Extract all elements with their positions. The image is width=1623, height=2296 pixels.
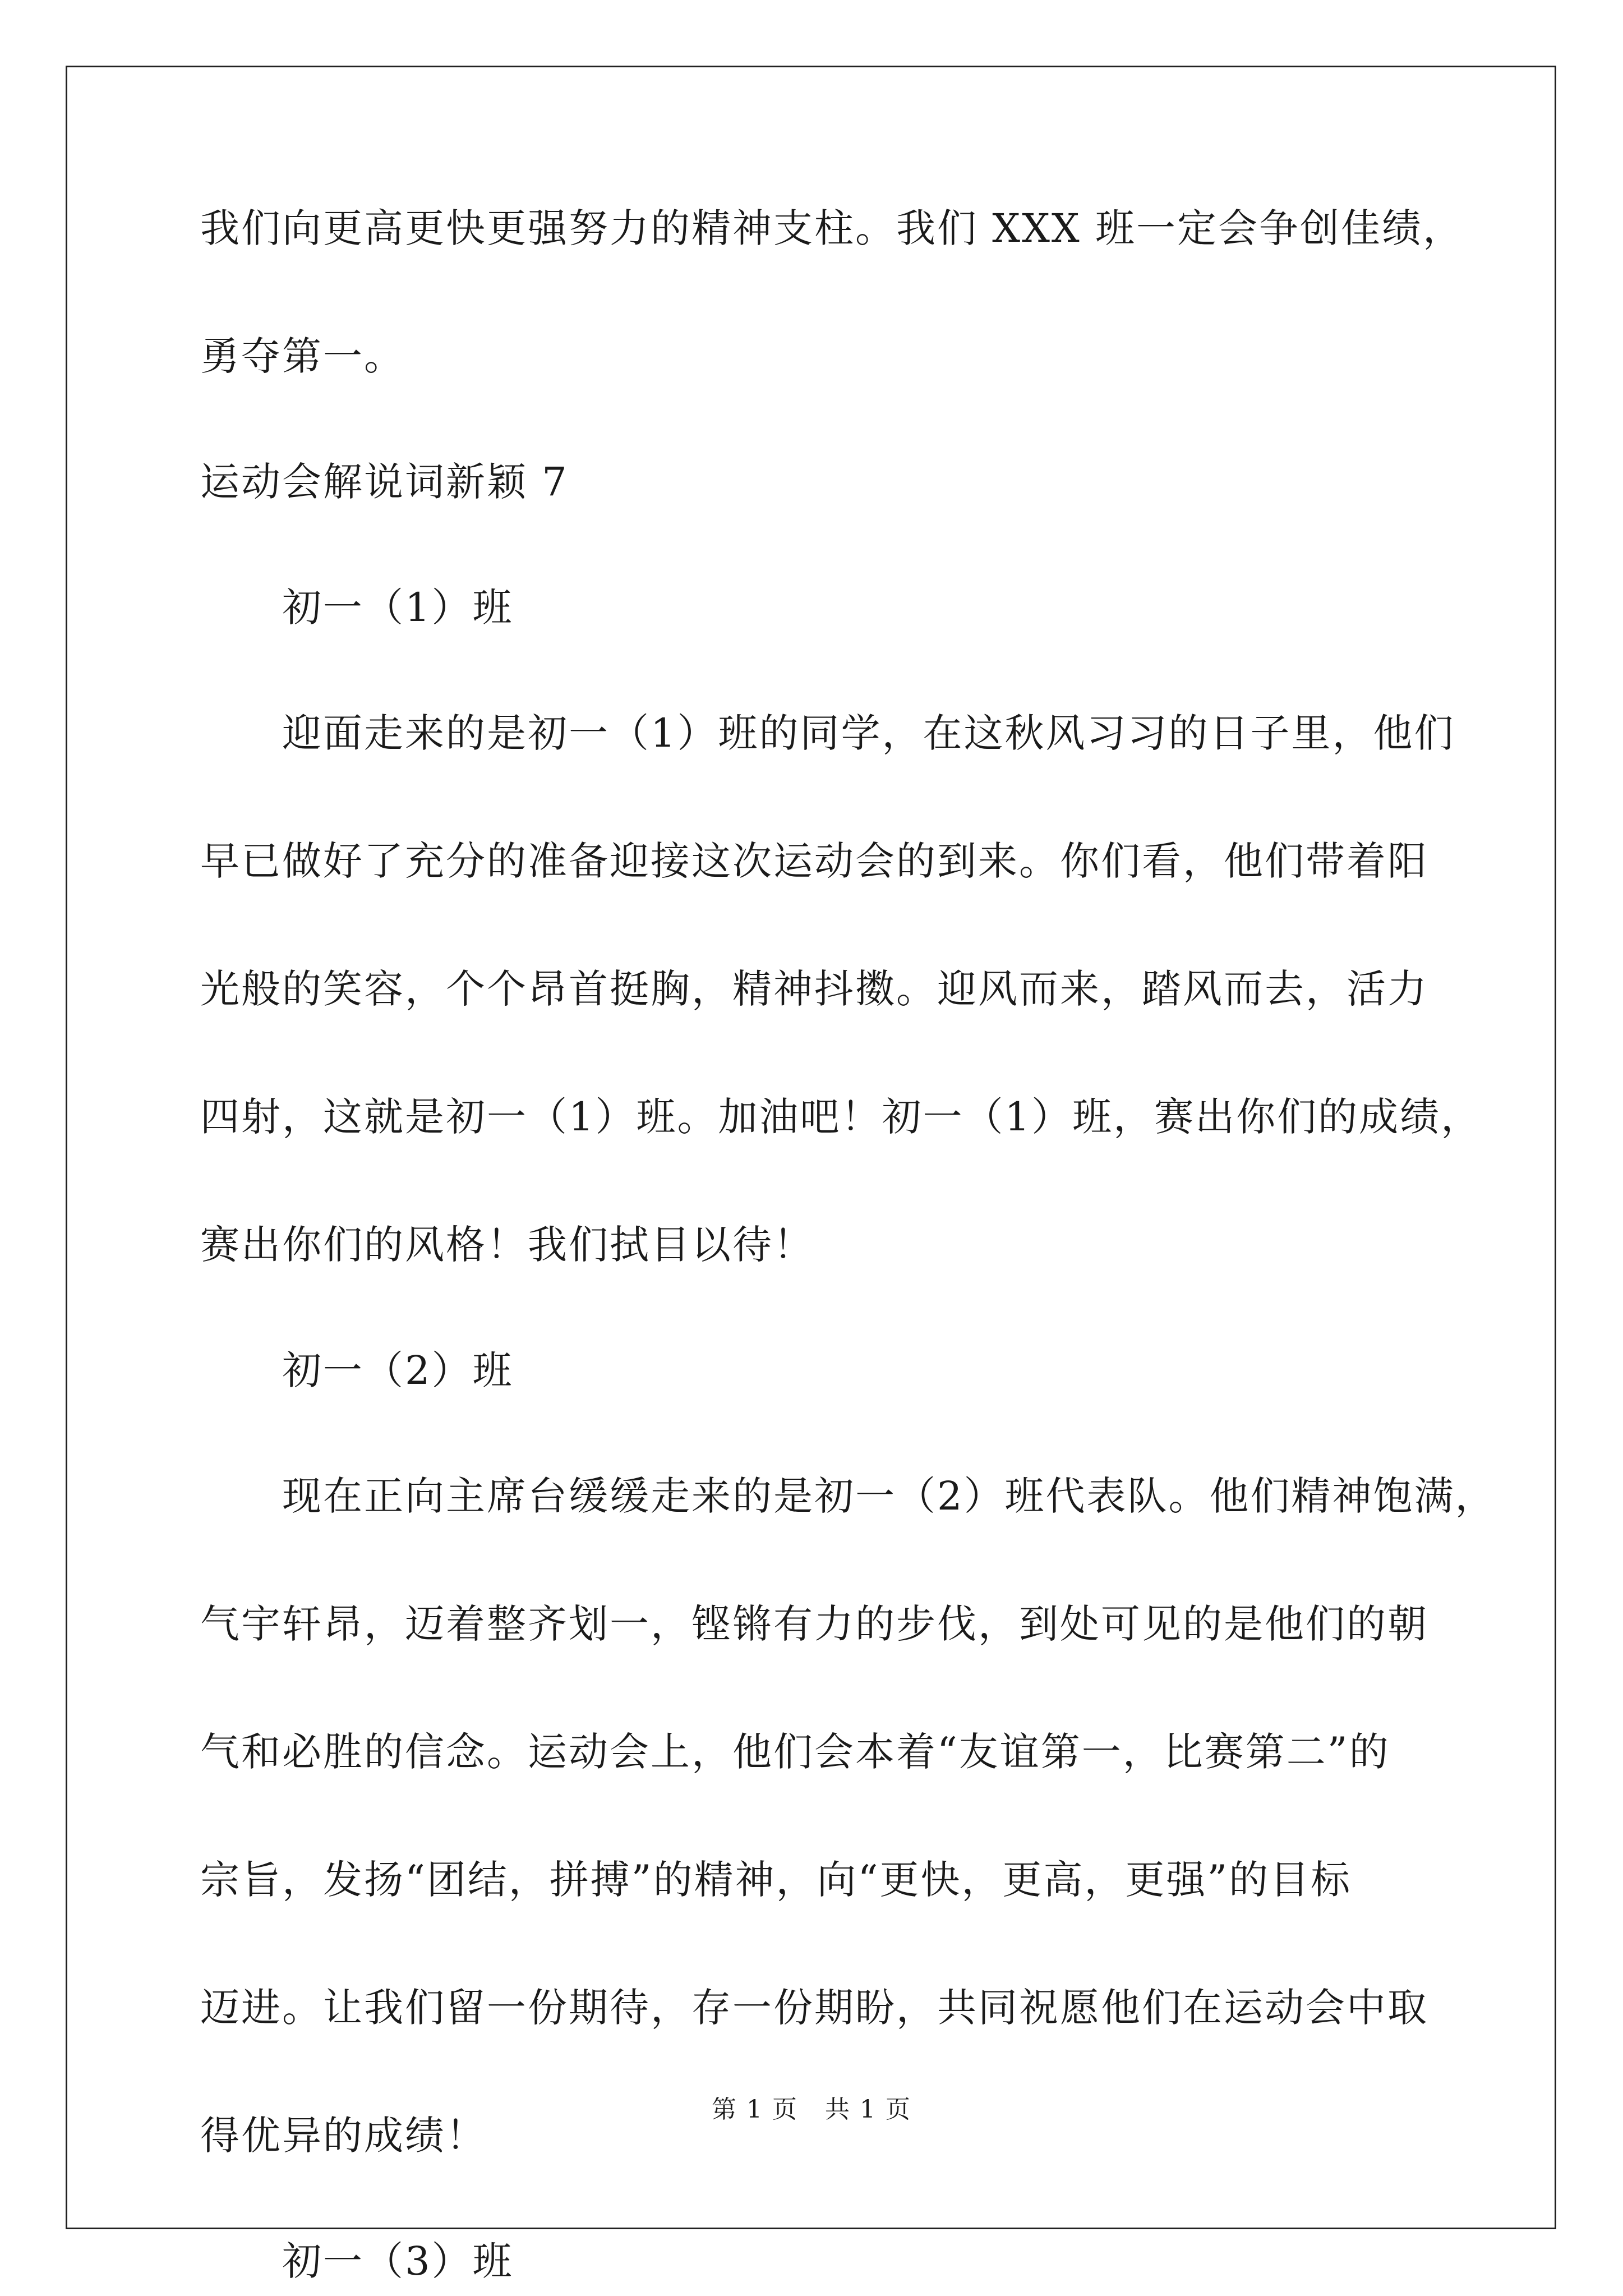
text-line: 宗旨，发扬“团结，拼搏”的精神，向“更快，更高，更强”的目标 — [200, 1857, 1352, 1903]
text-line: 我们向更高更快更强努力的精神支柱。我们 XXX 班一定会争创佳绩， — [200, 205, 1464, 251]
paragraph-class-1 — [200, 710, 1482, 1268]
document-body — [200, 205, 1496, 2284]
paragraph-continuation — [200, 205, 1468, 379]
text-line: 迎面走来的是初一（1）班的同学，在这秋风习习的日子里，他们 — [282, 710, 1455, 756]
class-subheading: 初一（1）班 — [282, 585, 514, 631]
page-total: 共 1 页 — [825, 2095, 911, 2124]
class-subheading: 初一（2）班 — [282, 1347, 514, 1393]
class-subheading: 初一（3）班 — [282, 2238, 514, 2284]
page-footer — [0, 2096, 1623, 2124]
text-line: 现在正向主席台缓缓走来的是初一（2）班代表队。他们精神饱满， — [282, 1473, 1496, 1519]
text-line: 迈进。让我们留一份期待，存一份期盼，共同祝愿他们在运动会中取 — [200, 1985, 1428, 2031]
text-line: 得优异的成绩！ — [200, 2113, 487, 2159]
section-heading: 运动会解说词新颖 7 — [200, 459, 569, 505]
text-line: 赛出你们的风格！我们拭目以待！ — [200, 1222, 814, 1268]
text-line: 气和必胜的信念。运动会上，他们会本着“友谊第一，比赛第二”的 — [200, 1729, 1390, 1775]
text-line: 早已做好了充分的准备迎接这次运动会的到来。你们看，他们带着阳 — [200, 838, 1428, 884]
text-line: 四射，这就是初一（1）班。加油吧！初一（1）班，赛出你们的成绩， — [200, 1094, 1482, 1140]
paragraph-class-2 — [200, 1473, 1496, 2159]
text-line: 勇夺第一。 — [200, 333, 405, 379]
text-line: 光般的笑容，个个昂首挺胸，精神抖擞。迎风而来，踏风而去，活力 — [200, 966, 1428, 1012]
text-line: 气宇轩昂，迈着整齐划一，铿锵有力的步伐，到处可见的是他们的朝 — [200, 1601, 1428, 1647]
page-number: 第 1 页 — [712, 2095, 798, 2124]
